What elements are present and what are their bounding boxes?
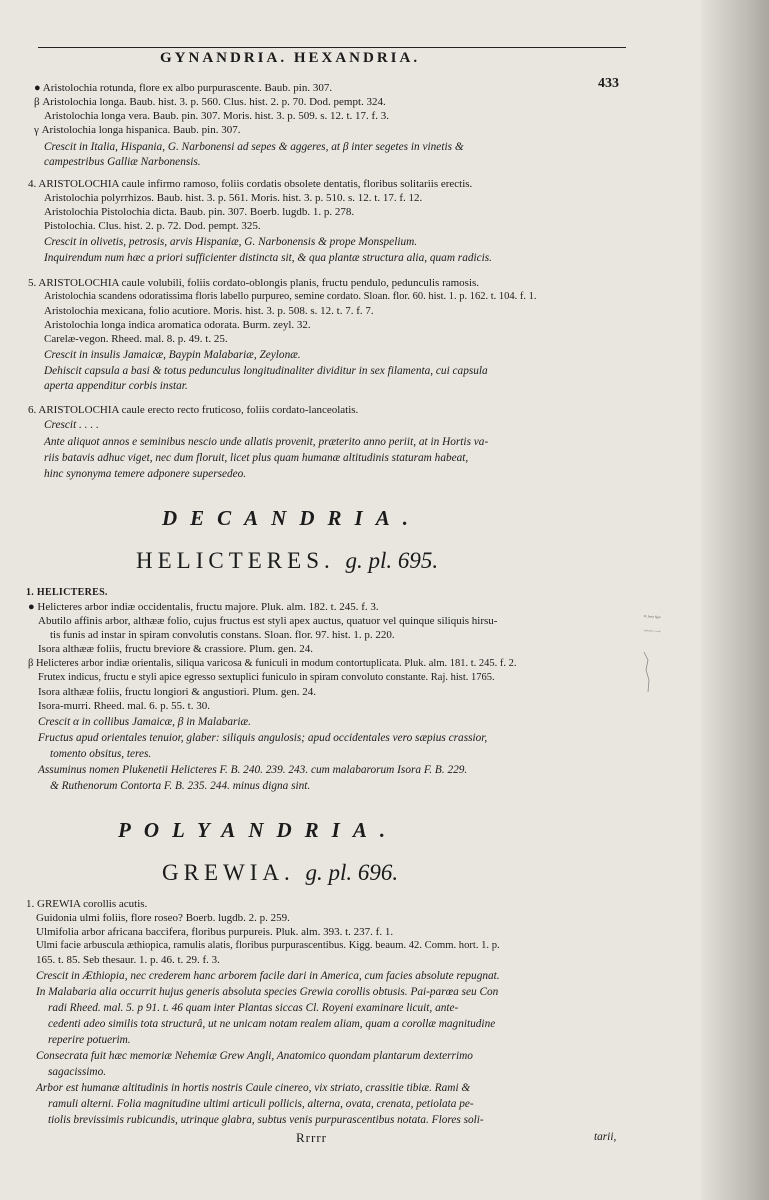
habitat-line: Crescit in Italia, Hispania, G. Narbonensi ad sepes & aggeres, at β inter segetes in vinetis & — [44, 141, 464, 153]
synonym-line: Aristolochia Pistolochia dicta. Baub. pin. 307. Boerb. lugdb. 1. p. 278. — [44, 206, 355, 218]
habitat-line: aperta appenditur corbis instar. — [44, 380, 188, 392]
genus-reference: g. pl. 695. — [345, 548, 439, 573]
catchword: tarii, — [594, 1131, 617, 1143]
species-heading: 4. ARISTOLOCHIA caule infirmo ramoso, foliis cordatis obsolete dentatis, floribus solitariis erectis. — [28, 178, 473, 190]
habitat-line: sagacissimo. — [48, 1066, 107, 1078]
class-title: DECANDRIA. — [162, 506, 421, 530]
habitat-line: Dehiscit capsula a basi & totus pedunculus longitudinaliter dividitur in sex filamenta, cui capsula — [44, 365, 488, 377]
habitat-line: campestribus Galliæ Narbonensis. — [44, 156, 201, 168]
habitat-line: ramuli alterni. Folia magnitudine ultimi articuli pollicis, alterna, ovata, crenata, petiolata pe- — [48, 1098, 474, 1110]
habitat-line: Inquirendum num hæc a priori sufficienter distincta sit, & qua plantæ structura alia, quam radicis. — [44, 252, 493, 264]
habitat-line: Crescit in Æthiopia, nec crederem hanc arborem facile dari in America, cum facies absolute repugnat. — [36, 970, 500, 982]
synonym-line: ● Helicteres arbor indiæ occidentalis, fructu majore. Pluk. alm. 182. t. 245. f. 3. — [28, 601, 379, 613]
species-heading: 5. ARISTOLOCHIA caule volubili, foliis cordato-oblongis planis, fructu pendulo, pedunculis ramosis. — [28, 277, 480, 289]
synonym-line: β Aristolochia longa. Baub. hist. 3. p. 560. Clus. hist. 2. p. 70. Dod. pempt. 324. — [34, 96, 386, 108]
signature-mark: Rrrrr — [296, 1130, 327, 1145]
margin-pencil-stroke — [640, 650, 664, 696]
handwritten-margin-note: H. Isora Sppl — [643, 614, 661, 620]
habitat-line: Consecrata fuit hæc memoriæ Nehemiæ Grew Angli, Anatomico quondam plantarum dexterrimo — [36, 1050, 473, 1062]
habitat-line: Crescit in insulis Jamaicæ, Baypin Malabariæ, Zeylonæ. — [44, 349, 301, 361]
genus-title — [136, 548, 438, 574]
synonym-line: Isora althææ foliis, fructu longiori & angustiori. Plum. gen. 24. — [38, 686, 317, 698]
header-rule — [38, 47, 626, 48]
habitat-line: Crescit α in collibus Jamaicæ, β in Malabariæ. — [38, 716, 251, 728]
running-title: GYNANDRIA. HEXANDRIA. — [160, 50, 421, 66]
synonym-line: Isora althææ foliis, fructu breviore & crassiore. Plum. gen. 24. — [38, 643, 313, 655]
synonym-line: tis funis ad instar in spiram convolutis constans. Sloan. flor. 97. hist. 1. p. 220. — [50, 629, 395, 641]
habitat-line: reperire potuerim. — [48, 1034, 131, 1046]
synonym-line: 165. t. 85. Seb thesaur. 1. p. 46. t. 29. f. 3. — [36, 954, 220, 966]
habitat-line: tiolis brevissimis rubicundis, utrinque glabra, subtus venis purpurascentibus notata. Flores soli- — [48, 1114, 484, 1126]
synonym-line: Carelæ-vegon. Rheed. mal. 8. p. 49. t. 25. — [44, 333, 228, 345]
synonym-line: Abutilo affinis arbor, althææ folio, cujus fructus est styli apex auctus, quatuor vel quinque siliquis hirsu- — [38, 615, 498, 627]
habitat-line: In Malabaria alia occurrit hujus generis absoluta species Grewia corollis obtusis. Pai-parœa seu Con — [36, 986, 499, 998]
synonym-line: Frutex indicus, fructu e styli apice egresso sextuplici funiculo in spiram convoluto constante. Raj. hist. 1765. — [38, 672, 495, 683]
genus-name: HELICTERES. — [136, 548, 335, 573]
habitat-line: Assuminus nomen Plukenetii Helicteres F. B. 240. 239. 243. cum malabarorum Isora F. B. 229. — [38, 764, 468, 776]
habitat-line: radi Rheed. mal. 5. p 91. t. 46 quam inter Plantas siccas Cl. Royeni examinare licuit, ante- — [48, 1002, 459, 1014]
synonym-line: Aristolochia longa vera. Baub. pin. 307. Moris. hist. 3. p. 509. s. 12. t. 17. f. 3. — [44, 110, 389, 122]
synonym-line: β Helicteres arbor indiæ orientalis, siliqua varicosa & funiculi in modum contortuplicata. Pluk. alm. 181. t. 245. f. 2. — [28, 658, 517, 669]
synonym-line: Aristolochia scandens odoratissima floris labello purpureo, semine cordato. Sloan. flor. 60. hist. 1. p. 162. t. 104. f. 1. — [44, 291, 537, 302]
habitat-line: tomento obsitus, teres. — [50, 748, 152, 760]
class-title: POLYANDRIA. — [118, 818, 399, 842]
species-heading: 1. HELICTERES. — [26, 587, 108, 598]
synonym-line: Ulmi facie arbuscula æthiopica, ramulis alatis, floribus purpurascentibus. Kigg. beaum. 42. Comm. hort. 1. p. — [36, 940, 500, 951]
synonym-line: γ Aristolochia longa hispanica. Baub. pin. 307. — [34, 124, 241, 136]
genus-title — [162, 860, 398, 886]
handwritten-margin-note: melβ (arbor I. occid) — [643, 630, 661, 634]
habitat-line: Crescit in olivetis, petrosis, arvis Hispaniæ, G. Narbonensis & prope Monspelium. — [44, 236, 418, 248]
habitat-line: Crescit . . . . — [44, 419, 99, 431]
habitat-line: cedenti adeo similis tota structurâ, ut ne unicam notam realem aliam, quam a corollæ magnitudine — [48, 1018, 496, 1030]
genus-name: GREWIA. — [162, 860, 295, 885]
genus-reference: g. pl. 696. — [305, 860, 399, 885]
page-number: 433 — [598, 76, 619, 91]
habitat-line: Arbor est humanæ altitudinis in hortis nostris Caule cinereo, vix striato, crassitie tibiæ. Rami & — [36, 1082, 471, 1094]
habitat-line: Fructus apud orientales tenuior, glaber: siliquis angulosis; apud occidentales vero sæpius crassior, — [38, 732, 488, 744]
synonym-line: Ulmifolia arbor africana baccifera, floribus purpureis. Pluk. alm. 393. t. 237. f. 1. — [36, 926, 394, 938]
species-heading: 1. GREWIA corollis acutis. — [26, 898, 148, 910]
synonym-line: Aristolochia longa indica aromatica odorata. Burm. zeyl. 32. — [44, 319, 311, 331]
synonym-line: Pistolochia. Clus. hist. 2. p. 72. Dod. pempt. 325. — [44, 220, 261, 232]
synonym-line: Aristolochia polyrrhizos. Baub. hist. 3. p. 561. Moris. hist. 3. p. 510. s. 12. t. 17. f. 12. — [44, 192, 423, 204]
synonym-line: ● Aristolochia rotunda, flore ex albo purpurascente. Baub. pin. 307. — [34, 82, 333, 94]
habitat-line: & Ruthenorum Contorta F. B. 235. 244. minus digna sint. — [50, 780, 311, 792]
habitat-line: riis batavis adhuc viget, nec dum floruit, licet plus quam humanæ altitudinis staturam habeat, — [44, 452, 469, 464]
synonym-line: Guidonia ulmi foliis, flore roseo? Boerb. lugdb. 2. p. 259. — [36, 912, 290, 924]
synonym-line: Aristolochia mexicana, folio acutiore. Moris. hist. 3. p. 508. s. 12. t. 7. f. 7. — [44, 305, 374, 317]
habitat-line: hinc synonyma temere adponere supersedeo. — [44, 468, 247, 480]
habitat-line: Ante aliquot annos e seminibus nescio unde allatis provenit, præterito anno periit, at in Hortis va- — [44, 436, 489, 448]
synonym-line: Isora-murri. Rheed. mal. 6. p. 55. t. 30. — [38, 700, 210, 712]
species-heading: 6. ARISTOLOCHIA caule erecto recto fruticoso, foliis cordato-lanceolatis. — [28, 404, 359, 416]
